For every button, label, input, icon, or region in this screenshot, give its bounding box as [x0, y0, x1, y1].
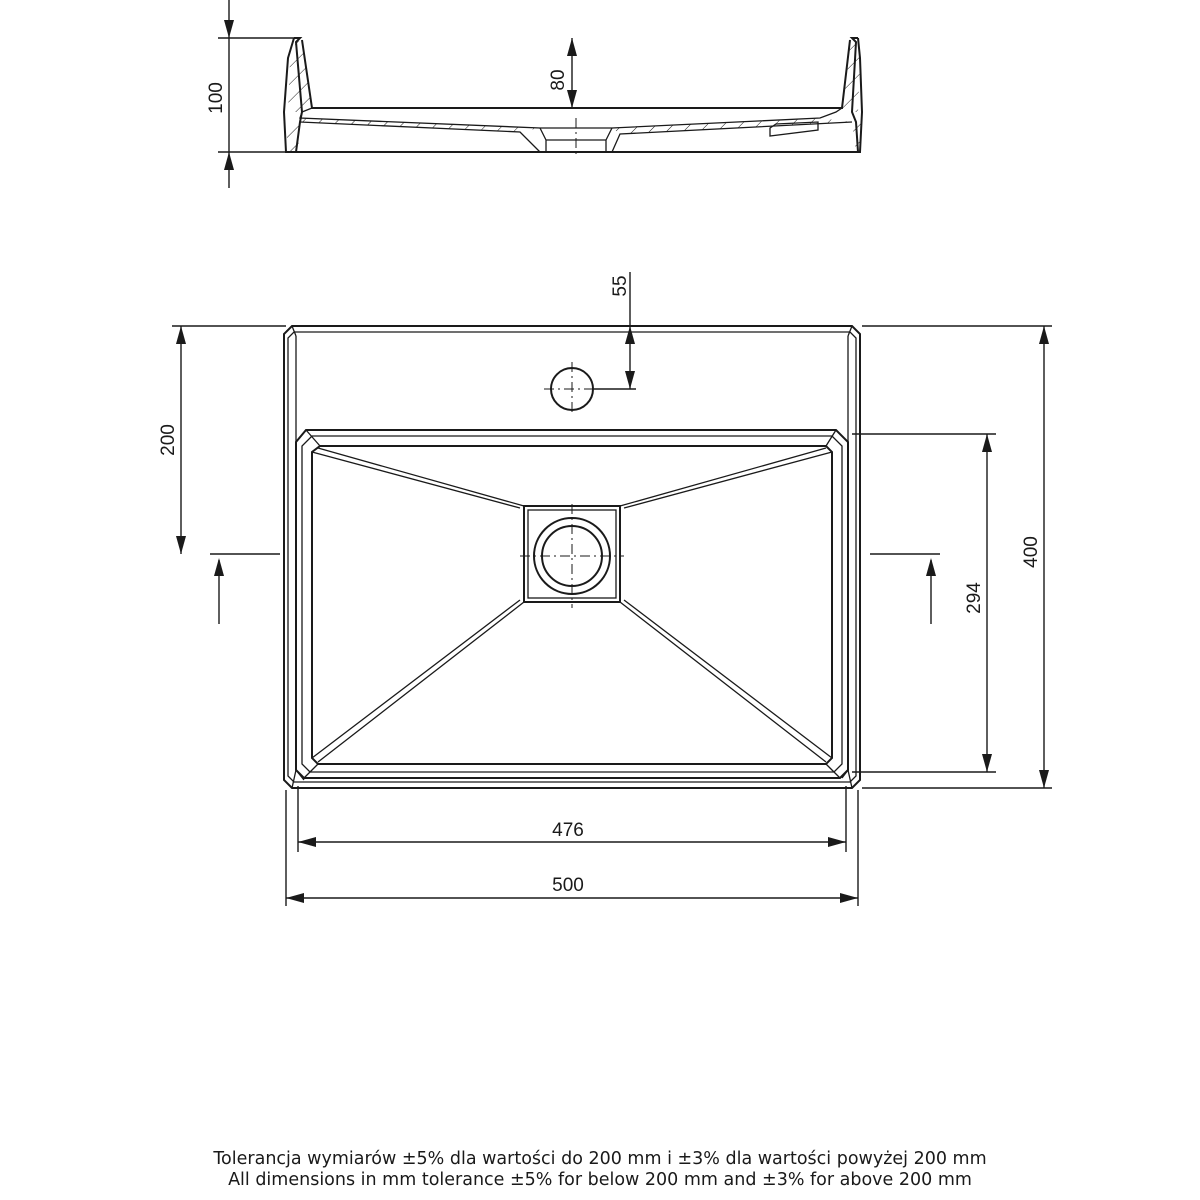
tolerance-note-pl: Tolerancja wymiarów ±5% dla wartości do 200 mm i ±3% dla wartości powyżej 200 mm: [213, 1149, 987, 1169]
dim-500-label: 500: [552, 875, 584, 896]
top-view-outer-rim-inner: [288, 332, 856, 782]
tolerance-note-en: All dimensions in mm tolerance ±5% for below 200 mm and ±3% for above 200 mm: [228, 1170, 972, 1190]
top-view: [158, 272, 1052, 906]
side-view-hatch-base-left: [286, 122, 300, 152]
dim-294-arrow-top: [982, 434, 992, 452]
top-view-corner-chamfers: [292, 326, 852, 788]
section-marker-left-arrow: [214, 558, 224, 576]
top-view-outer-rim: [284, 326, 860, 788]
dim-55-label: 55: [610, 275, 631, 297]
side-view-inner-bowl: [302, 40, 850, 108]
dim-476-arrow-left: [298, 837, 316, 847]
side-view-hatch-floor-left: [300, 118, 540, 132]
side-dim-100-arrow-top: [224, 20, 234, 38]
side-dim-100-label: 100: [206, 82, 227, 114]
dim-476-label: 476: [552, 820, 584, 841]
dim-400-arrow-bottom: [1039, 770, 1049, 788]
dim-294-arrow-bottom: [982, 754, 992, 772]
dim-200-arrow-top: [176, 326, 186, 344]
section-marker-right-arrow: [926, 558, 936, 576]
dim-294-label: 294: [964, 582, 985, 614]
dim-476-arrow-right: [828, 837, 846, 847]
dim-200-arrow-bottom: [176, 536, 186, 554]
dim-500-arrow-left: [286, 893, 304, 903]
dim-55-arrow-top: [625, 326, 635, 344]
dim-200-label: 200: [158, 424, 179, 456]
side-view-hatch-right-wall: [842, 40, 860, 112]
side-dim-100-arrow-bottom: [224, 152, 234, 170]
side-dim-80-arrow-bottom: [567, 90, 577, 108]
side-dim-80-arrow-top: [567, 38, 577, 56]
side-view-hatch-left-wall: [288, 40, 312, 112]
dim-400-label: 400: [1021, 536, 1042, 568]
dim-55-arrow-bottom: [625, 371, 635, 389]
dim-500-arrow-right: [840, 893, 858, 903]
side-dim-80-label: 80: [548, 69, 569, 91]
dim-400-arrow-top: [1039, 326, 1049, 344]
drain-inner-circle: [542, 526, 602, 586]
side-view: [206, 0, 862, 188]
